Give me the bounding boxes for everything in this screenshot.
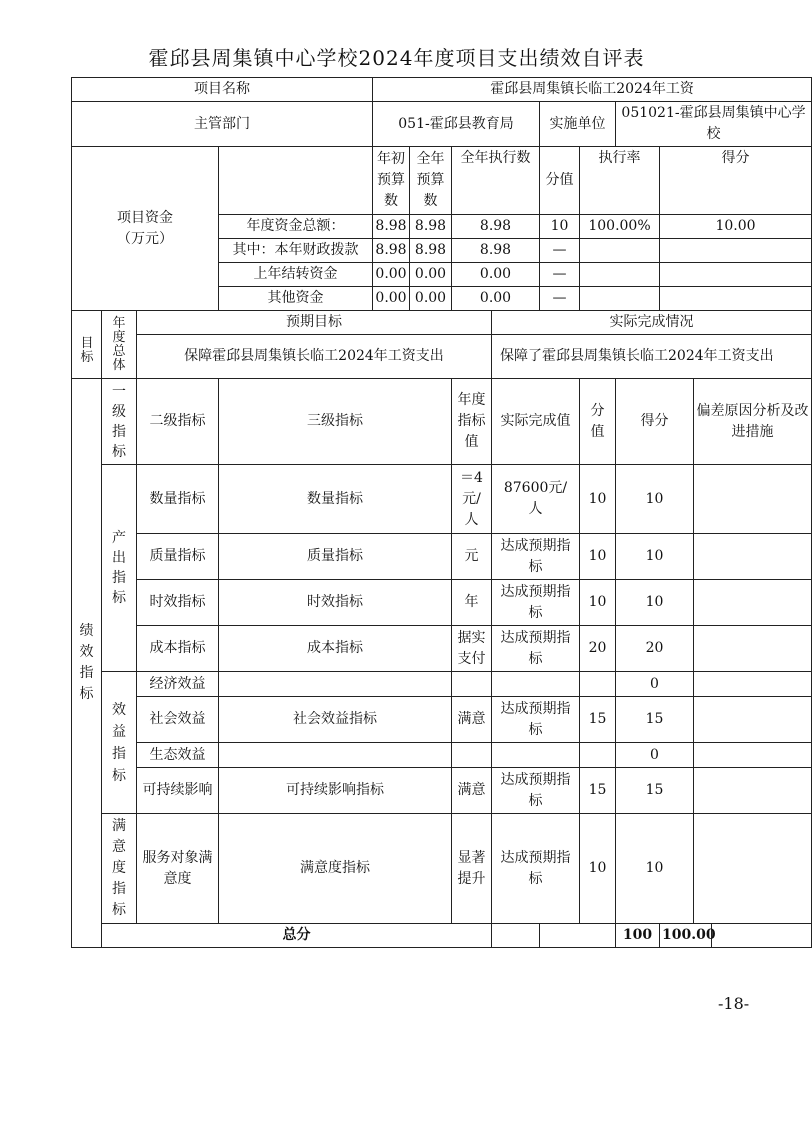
score-cell: 0 (616, 672, 694, 697)
level3-cell: 可持续影响指标 (219, 768, 452, 814)
level2-cell: 时效指标 (137, 580, 219, 626)
actual-value-header: 实际完成值 (492, 379, 580, 465)
actual-value-text: 达成预期指标 (500, 700, 571, 738)
score-value-cell: 15 (580, 768, 616, 814)
score-cell: 15 (616, 697, 694, 743)
total-blank-actual (540, 924, 616, 948)
deviation-cell (694, 697, 812, 743)
level3-cell: 质量指标 (219, 534, 452, 580)
total-blank-deviation (712, 924, 812, 948)
actual-value-text: 达成预期指标 (500, 849, 571, 887)
actual-value-cell (492, 743, 580, 768)
actual-value-cell (492, 672, 580, 697)
score-cell: 15 (616, 768, 694, 814)
level2-cell: 质量指标 (137, 534, 219, 580)
total-blank-annual (492, 924, 540, 948)
goals-outer-label-text: 目标 (80, 336, 94, 365)
total-label: 总分 (102, 924, 492, 948)
actual-value-text: 达成预期指标 (500, 583, 571, 621)
initial-budget-header: 年初预算数 (373, 147, 410, 215)
score-value-cell: 15 (580, 697, 616, 743)
funds-label-text: 项目资金 （万元） (117, 209, 173, 247)
benefit-indicators-label (102, 672, 137, 814)
page-number: -18- (718, 994, 750, 1013)
score-cell: 20 (616, 626, 694, 672)
rate-header: 执行率 (580, 147, 660, 215)
funds-score-header: 得分 (660, 147, 812, 215)
level2-cell (137, 768, 219, 814)
funds-score-value: — (540, 263, 580, 287)
table-row (72, 672, 812, 697)
funds-executed: 0.00 (452, 263, 540, 287)
indicators-label (72, 379, 102, 948)
table-row (72, 465, 812, 534)
project-name-row (72, 78, 812, 102)
funds-annual: 8.98 (410, 239, 452, 263)
score-value-cell: 10 (580, 580, 616, 626)
annual-value-cell: 满意 (452, 768, 492, 814)
level3-cell (219, 672, 452, 697)
funds-score-value-header: 分值 (540, 147, 580, 215)
score-value-cell: 10 (580, 465, 616, 534)
funds-initial: 8.98 (373, 239, 410, 263)
deviation-cell (694, 580, 812, 626)
score-value-cell: 10 (580, 534, 616, 580)
deviation-cell (694, 768, 812, 814)
score-cell: 10 (616, 534, 694, 580)
level3-cell (219, 743, 452, 768)
funds-rate (580, 287, 660, 311)
funds-row-label: 其他资金 (219, 287, 373, 311)
actual-value-cell (492, 768, 580, 814)
funds-initial: 8.98 (373, 215, 410, 239)
level2-cell (137, 814, 219, 924)
indicators-header-row (72, 379, 812, 465)
goals-row (72, 335, 812, 379)
funds-initial: 0.00 (373, 287, 410, 311)
score-cell: 10 (616, 814, 694, 924)
deviation-cell (694, 672, 812, 697)
level3-cell: 成本指标 (219, 626, 452, 672)
goals-header-row (72, 311, 812, 335)
deviation-header (694, 379, 812, 465)
dept-label: 主管部门 (72, 102, 373, 147)
impl-unit-label: 实施单位 (540, 102, 616, 147)
benefit-indicators-label-text: 效益指标 (112, 701, 126, 784)
funds-row-label: 其中：本年财政拨款 (219, 239, 373, 263)
output-indicators-label (102, 465, 137, 672)
actual-value-text: 达成预期指标 (500, 537, 571, 575)
funds-annual: 0.00 (410, 287, 452, 311)
annual-value-cell: 年 (452, 580, 492, 626)
actual-value-text: 87600元/人 (503, 480, 568, 517)
funds-score: 10.00 (660, 215, 812, 239)
dept-value: 051-霍邱县教育局 (373, 102, 540, 147)
evaluation-table (71, 77, 812, 948)
actual-value-cell (492, 697, 580, 743)
funds-rate: 100.00% (580, 215, 660, 239)
page-title: 霍邱县周集镇中心学校2024年度项目支出绩效自评表 (148, 46, 645, 70)
level2-cell: 数量指标 (137, 465, 219, 534)
expected-goal-value: 保障霍邱县周集镇长临工2024年工资支出 (137, 335, 492, 379)
level2-header: 二级指标 (137, 379, 219, 465)
funds-score (660, 239, 812, 263)
annual-value-cell (452, 672, 492, 697)
annual-value-header (452, 379, 492, 465)
score-value-cell (580, 672, 616, 697)
level3-header: 三级指标 (219, 379, 452, 465)
table-row (72, 697, 812, 743)
annual-value-cell: 元 (452, 534, 492, 580)
actual-value-text: 达成预期指标 (500, 771, 571, 809)
actual-value-cell (492, 465, 580, 534)
level3-cell: 社会效益指标 (219, 697, 452, 743)
table-row (72, 768, 812, 814)
actual-value-cell (492, 626, 580, 672)
impl-unit-value: 051021-霍邱县周集镇中心学校 (616, 102, 812, 147)
annual-value-cell (452, 465, 492, 534)
level2-cell: 社会效益 (137, 697, 219, 743)
goals-outer-label (72, 311, 102, 379)
annual-value-text: ＝4元/人 (460, 469, 483, 528)
annual-value-cell (452, 743, 492, 768)
funds-initial: 0.00 (373, 263, 410, 287)
score-cell: 10 (616, 465, 694, 534)
level1-header (102, 379, 137, 465)
deviation-cell (694, 814, 812, 924)
table-row (72, 534, 812, 580)
satisfaction-indicators-label (102, 814, 137, 924)
level3-cell: 数量指标 (219, 465, 452, 534)
table-row (72, 580, 812, 626)
actual-goal-value: 保障了霍邱县周集镇长临工2024年工资支出 (492, 335, 812, 379)
funds-row-label: 年度资金总额： (219, 215, 373, 239)
deviation-cell (694, 465, 812, 534)
expected-goal-header: 预期目标 (137, 311, 492, 335)
funds-blank-header (219, 147, 373, 215)
project-name-label: 项目名称 (72, 78, 373, 102)
deviation-header-text: 偏差原因分析及改进措施 (696, 402, 809, 440)
deviation-cell (694, 743, 812, 768)
funds-score (660, 287, 812, 311)
funds-score-value: — (540, 287, 580, 311)
level2-text: 服务对象满意度 (142, 849, 213, 887)
execution-header: 全年执行数 (452, 147, 540, 215)
ind-score-value-header (580, 379, 616, 465)
level2-cell: 生态效益 (137, 743, 219, 768)
goals-inner-label (102, 311, 137, 379)
funds-rate (580, 263, 660, 287)
actual-value-cell (492, 814, 580, 924)
ind-score-value-header-text: 分值 (590, 402, 605, 440)
score-value-cell: 20 (580, 626, 616, 672)
ind-score-header: 得分 (616, 379, 694, 465)
score-cell: 0 (616, 743, 694, 768)
deviation-cell (694, 626, 812, 672)
funds-executed: 8.98 (452, 215, 540, 239)
table-row (72, 626, 812, 672)
annual-value-text: 据实支付 (457, 629, 486, 667)
level3-cell: 满意度指标 (219, 814, 452, 924)
actual-goal-header: 实际完成情况 (492, 311, 812, 335)
total-score: 100.00 (660, 924, 712, 948)
indicators-label-text: 绩效指标 (79, 623, 94, 702)
funds-label (72, 147, 219, 311)
funds-rate (580, 239, 660, 263)
level1-header-text: 一级指标 (112, 383, 126, 460)
deviation-cell (694, 534, 812, 580)
project-name-value: 霍邱县周集镇长临工2024年工资 (373, 78, 812, 102)
output-indicators-label-text: 产出指标 (112, 530, 126, 606)
table-row (72, 743, 812, 768)
total-score-value: 100 (616, 924, 660, 948)
actual-value-text: 达成预期指标 (500, 629, 571, 667)
funds-annual: 0.00 (410, 263, 452, 287)
actual-value-cell (492, 534, 580, 580)
score-value-cell: 10 (580, 814, 616, 924)
funds-header-row (72, 147, 812, 215)
table-row (72, 814, 812, 924)
score-cell: 10 (616, 580, 694, 626)
funds-executed: 0.00 (452, 287, 540, 311)
funds-score-value: 10 (540, 215, 580, 239)
goals-inner-label-text: 年度总体 (112, 315, 126, 373)
funds-row-label: 上年结转资金 (219, 263, 373, 287)
actual-value-cell (492, 580, 580, 626)
department-row (72, 102, 812, 147)
total-row (72, 924, 812, 948)
funds-score-value: — (540, 239, 580, 263)
annual-value-cell: 满意 (452, 697, 492, 743)
score-value-cell (580, 743, 616, 768)
annual-value-header-text: 年度指标值 (457, 392, 486, 450)
level2-text: 可持续影响 (142, 782, 213, 798)
satisfaction-indicators-label-text: 满意度指标 (112, 818, 126, 918)
annual-value-cell (452, 626, 492, 672)
funds-score (660, 263, 812, 287)
annual-value-text: 显著提升 (457, 849, 486, 887)
annual-value-cell (452, 814, 492, 924)
funds-executed: 8.98 (452, 239, 540, 263)
level2-cell: 经济效益 (137, 672, 219, 697)
level3-cell: 时效指标 (219, 580, 452, 626)
level2-cell: 成本指标 (137, 626, 219, 672)
annual-budget-header: 全年预算数 (410, 147, 452, 215)
funds-annual: 8.98 (410, 215, 452, 239)
